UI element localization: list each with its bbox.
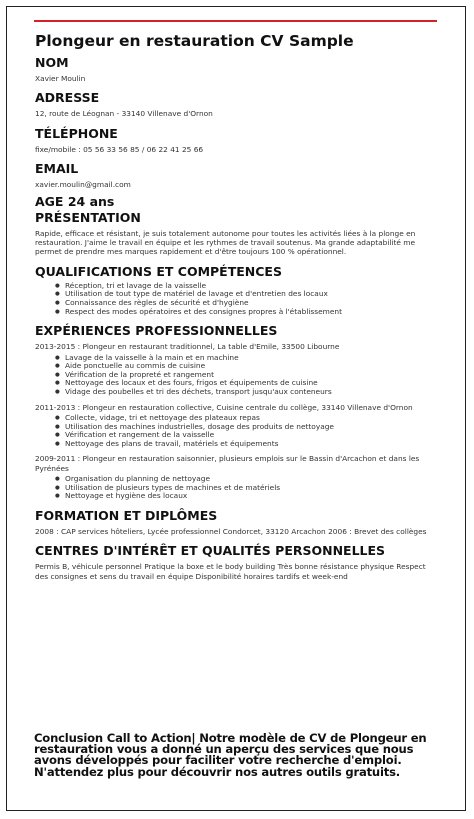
list-item: ● Nettoyage des plans de travail, matériels et équipements — [65, 440, 435, 449]
list-item: ● Collecte, vidage, tri et nettoyage des plateaux repas — [65, 414, 435, 423]
formation-text: 2008 : CAP services hôteliers, Lycée professionnel Condorcet, 33120 Arcachon 2006 : Brevet des collèges — [35, 526, 427, 536]
list-item: ● Aide ponctuelle au commis de cuisine — [65, 362, 435, 371]
list-item: ● Respect des modes opératoires et des consignes propres à l'établissement — [65, 308, 435, 317]
presentation-heading: PRÉSENTATION — [35, 209, 141, 225]
interets-text: Permis B, véhicule personnel Pratique la boxe et le body building Très bonne résistance physique Respect des consignes et sens du travail en équipe Disponibilité horaires tardifs et week-end — [35, 562, 426, 581]
presentation-text: Rapide, efficace et résistant, je suis totalement autonome pour toutes les activités liées à la plonge en restauration. J'aime le travail en équipe et les rythmes de travail soutenus. Ma grande adaptabilité me permet de prendre mes marques rapidement et d'être toujours 100 % opérationnel. — [35, 228, 416, 257]
nom-value: Xavier Moulin — [35, 74, 86, 83]
list-item: ● Utilisation des machines industrielles, dosage des produits de nettoyage — [65, 423, 435, 432]
age-line: AGE 24 ans — [35, 193, 115, 209]
list-item: ● Réception, tri et lavage de la vaisselle — [65, 282, 435, 291]
cv-content — [35, 32, 435, 581]
job-header: 2013-2015 : Plongeur en restaurant traditionnel, La table d'Emile, 33500 Libourne — [35, 342, 340, 352]
qualifications-list — [35, 282, 435, 316]
nom-heading: NOM — [35, 55, 69, 70]
interets-heading: CENTRES D'INTÉRÊT ET QUALITÉS PERSONNELLES — [35, 543, 386, 559]
job-header: 2011-2013 : Plongeur en restauration collective, Cuisine centrale du collège, 33140 Villenave d'Ornon — [35, 402, 413, 412]
job-tasks-list — [35, 354, 435, 397]
job-header: 2009-2011 : Plongeur en restauration saisonnier, plusieurs emplois sur le Bassin d'Arcachon et dans les Pyrénées — [35, 454, 420, 473]
list-item: ● Utilisation de plusieurs types de machines et de matériels — [65, 484, 435, 493]
list-item: ● Utilisation de tout type de matériel de lavage et d'entretien des locaux — [65, 290, 435, 299]
list-item: ● Nettoyage et hygiène des locaux — [65, 492, 435, 501]
job-tasks-list — [35, 475, 435, 501]
list-item: ● Connaissance des règles de sécurité et d'hygiène — [65, 299, 435, 308]
job-tasks-list — [35, 414, 435, 448]
qualifications-heading: QUALIFICATIONS ET COMPÉTENCES — [35, 263, 282, 279]
page-title: Plongeur en restauration CV Sample — [35, 32, 354, 50]
adresse-value: 12, route de Léognan - 33140 Villenave d'Ornon — [35, 109, 213, 119]
telephone-heading: TÉLÉPHONE — [35, 125, 118, 141]
list-item: ● Nettoyage des locaux et des fours, frigos et équipements de cuisine — [65, 379, 435, 388]
adresse-heading: ADRESSE — [35, 90, 100, 106]
list-item: ● Vérification de la propreté et rangement — [65, 371, 435, 380]
list-item: ● Lavage de la vaisselle à la main et en machine — [65, 354, 435, 363]
list-item: ● Vérification et rangement de la vaisselle — [65, 431, 435, 440]
accent-rule — [34, 20, 437, 22]
email-heading: EMAIL — [35, 161, 79, 177]
experiences-heading: EXPÉRIENCES PROFESSIONNELLES — [35, 323, 278, 339]
call-to-action-text: Conclusion Call to Action| Notre modèle de CV de Plongeur en restauration vous a donné un aperçu des services que nous avons développés pour faciliter votre recherche d'emploi. N'attendez plus pour découvrir nos autres outils gratuits. — [34, 731, 427, 779]
list-item: ● Organisation du planning de nettoyage — [65, 475, 435, 484]
telephone-value: fixe/mobile : 05 56 33 56 85 / 06 22 41 25 66 — [35, 144, 204, 154]
formation-heading: FORMATION ET DIPLÔMES — [35, 507, 218, 523]
email-value: xavier.moulin@gmail.com — [35, 180, 131, 190]
list-item: ● Vidage des poubelles et tri des déchets, transport jusqu'aux conteneurs — [65, 388, 435, 397]
